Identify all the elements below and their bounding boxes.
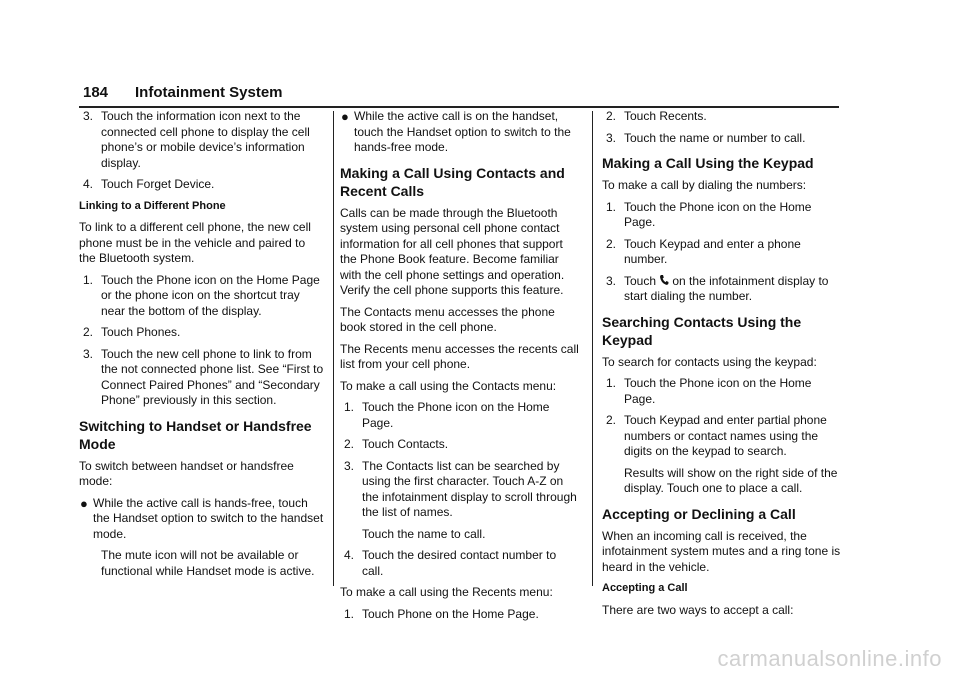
paragraph: To link to a different cell phone, the new cell phone must be in the vehicle and paired to the Bluetooth system.: [79, 220, 311, 265]
bullet-icon: ●: [80, 495, 88, 511]
section-heading: Switching to Handset or Handsfree Mode: [79, 417, 312, 452]
column-right: [602, 109, 842, 624]
list-item: 1. Touch the Phone icon on the Home Page.: [606, 376, 812, 406]
list-item: 2. Touch Contacts.: [344, 437, 449, 451]
list-item: 3. Touch on the infotainment display to start dialing the number.: [606, 273, 829, 303]
list-item: 4. Touch the desired contact number to call.: [344, 548, 557, 578]
note: Results will show on the right side of the display. Touch one to place a call.: [624, 465, 838, 495]
paragraph: Calls can be made through the Bluetooth system using personal cell phone contact information for all cell phones that support the Phone Book feature. Become familiar with the cell phone settings and operation. Verify the cell phone supports this feature.: [340, 205, 565, 297]
list-item: 3. The Contacts list can be searched by using the first character. Touch A-Z on the infotainment display to scroll through the list of names.: [344, 458, 577, 519]
note: The mute icon will not be available or functional while Handset mode is active.: [101, 548, 315, 578]
watermark-link[interactable]: carmanualsonline.info: [717, 646, 942, 671]
subheading: Linking to a Different Phone: [79, 199, 226, 212]
list-item: 1. Touch the Phone icon on the Home Page.: [606, 199, 812, 229]
column-divider: [592, 111, 593, 586]
list-item: 2. Touch Recents.: [606, 109, 707, 123]
list-item: 2. Touch Keypad and enter partial phone numbers or contact names using the digits on the keypad to search.: [606, 413, 827, 458]
column-divider: [333, 111, 334, 586]
note: Touch the name to call.: [362, 526, 486, 541]
list-item: 2. Touch Keypad and enter a phone number.: [606, 236, 801, 266]
subheading: Accepting a Call: [602, 582, 688, 594]
paragraph: To search for contacts using the keypad:: [602, 354, 817, 369]
column-left: [79, 109, 325, 585]
page-header: [79, 80, 839, 108]
section-heading: Searching Contacts Using the Keypad: [602, 313, 802, 348]
section-heading: Making a Call Using the Keypad: [602, 155, 814, 171]
paragraph: To switch between handset or handsfree mode:: [79, 458, 294, 488]
bullet-item: ● While the active call is on the handset, touch the Handset option to switch to the hands-free mode.: [341, 109, 571, 154]
list-item: 2. Touch Phones.: [83, 325, 181, 339]
column-middle: [340, 109, 580, 628]
section-heading: Accepting or Declining a Call: [602, 505, 796, 522]
list-item: 3. Touch the information icon next to the connected cell phone to display the cell phone’s or mobile device’s information display.: [83, 109, 310, 170]
bullet-item: ● While the active call is hands-free, touch the Handset option to switch to the handset mode.: [80, 495, 324, 541]
paragraph: To make a call by dialing the numbers:: [602, 178, 807, 192]
page-number: 184: [83, 84, 109, 101]
paragraph: The Contacts menu accesses the phone book stored in the cell phone.: [340, 304, 555, 334]
list-item: 1. Touch the Phone icon on the Home Page or the phone icon on the shortcut tray near the bottom of the display.: [83, 272, 320, 318]
paragraph: To make a call using the Contacts menu:: [340, 378, 557, 393]
bullet-icon: ●: [341, 109, 349, 124]
paragraph: When an incoming call is received, the infotainment system mutes and a ring tone is heard in the vehicle.: [602, 528, 841, 574]
list-item: 4. Touch Forget Device.: [83, 177, 215, 191]
list-item: 1. Touch the Phone icon on the Home Page.: [344, 400, 550, 430]
paragraph: To make a call using the Recents menu:: [340, 585, 553, 599]
section-title: Infotainment System: [135, 84, 283, 101]
phone-call-icon: [659, 274, 669, 286]
paragraph: The Recents menu accesses the recents call list from your cell phone.: [340, 341, 579, 371]
list-item: 3. Touch the name or number to call.: [606, 130, 806, 145]
list-item: 3. Touch the new cell phone to link to from the not connected phone list. See “First to Connect Paired Phones” and “Secondary Phone” previously in this section.: [83, 346, 324, 407]
paragraph: There are two ways to accept a call:: [602, 602, 794, 617]
section-heading: Making a Call Using Contacts and Recent Calls: [340, 164, 565, 199]
list-item: 1. Touch Phone on the Home Page.: [344, 606, 539, 621]
